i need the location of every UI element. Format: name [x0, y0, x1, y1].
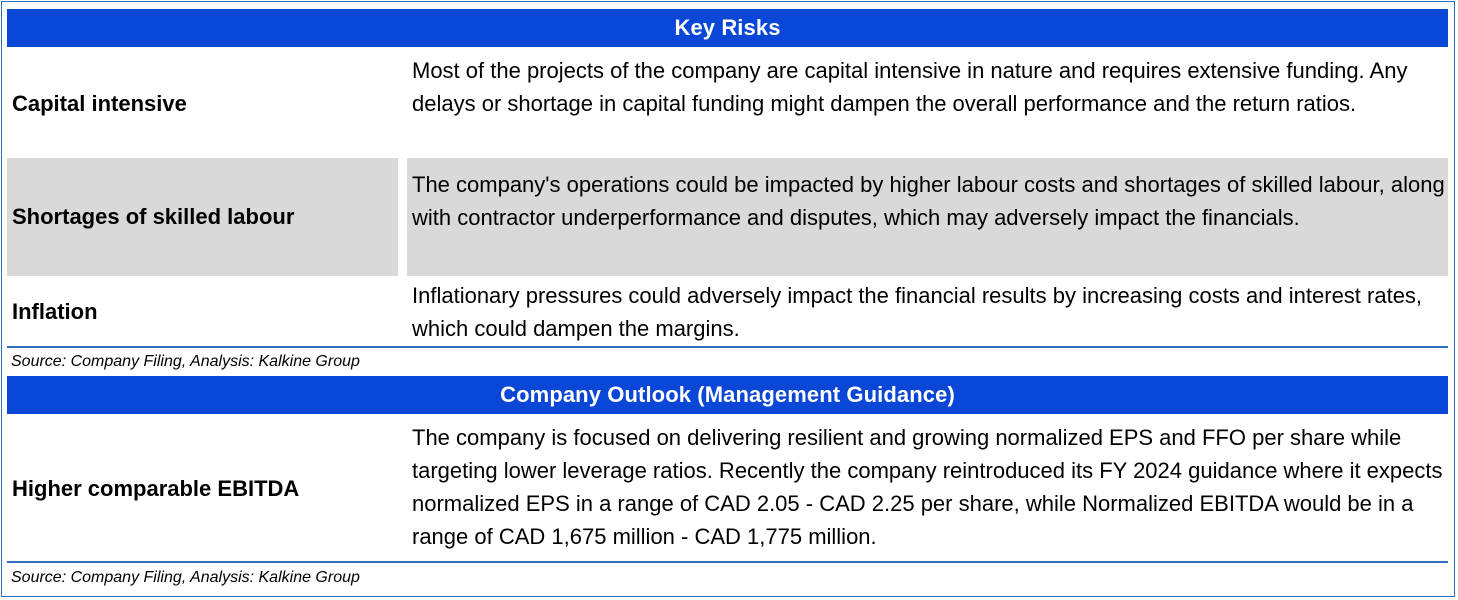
divider [7, 561, 1448, 563]
risk-label: Shortages of skilled labour [7, 158, 398, 276]
risk-label: Inflation [12, 299, 98, 324]
risks-source-note: Source: Company Filing, Analysis: Kalkine Group [11, 353, 360, 370]
risk-row-inflation [7, 278, 1448, 346]
outlook-description: The company is focused on delivering resilient and growing normalized EPS and FFO per share while targeting lower leverage ratios. Recently the company reintroduced its FY 2024 guidance where it expects normalized EPS in a range of CAD 2.05 - CAD 2.25 per share, while Normalized EBITDA would be in a range of CAD 1,675 million - CAD 1,775 million. [412, 425, 1443, 549]
risk-row-skilled-labour [7, 158, 1448, 276]
risk-row-capital-intensive [7, 52, 1448, 156]
key-risks-header: Key Risks [7, 9, 1448, 47]
divider [7, 346, 1448, 348]
risk-description: Inflationary pressures could adversely impact the financial results by increasing costs and interest rates, which could dampen the margins. [412, 283, 1423, 341]
outlook-label: Higher comparable EBITDA [12, 476, 300, 501]
outlook-header: Company Outlook (Management Guidance) [7, 376, 1448, 414]
risk-description: The company's operations could be impacted by higher labour costs and shortages of skilled labour, along with contractor underperformance and disputes, which may adversely impact the financials. [407, 158, 1448, 276]
risk-label: Capital intensive [12, 91, 187, 116]
outlook-row-ebitda [7, 420, 1448, 558]
outlook-source-note: Source: Company Filing, Analysis: Kalkine Group [11, 569, 360, 586]
risk-description: Most of the projects of the company are capital intensive in nature and requires extensive funding. Any delays or shortage in capital funding might dampen the overall performance and the return ratios. [412, 58, 1408, 116]
